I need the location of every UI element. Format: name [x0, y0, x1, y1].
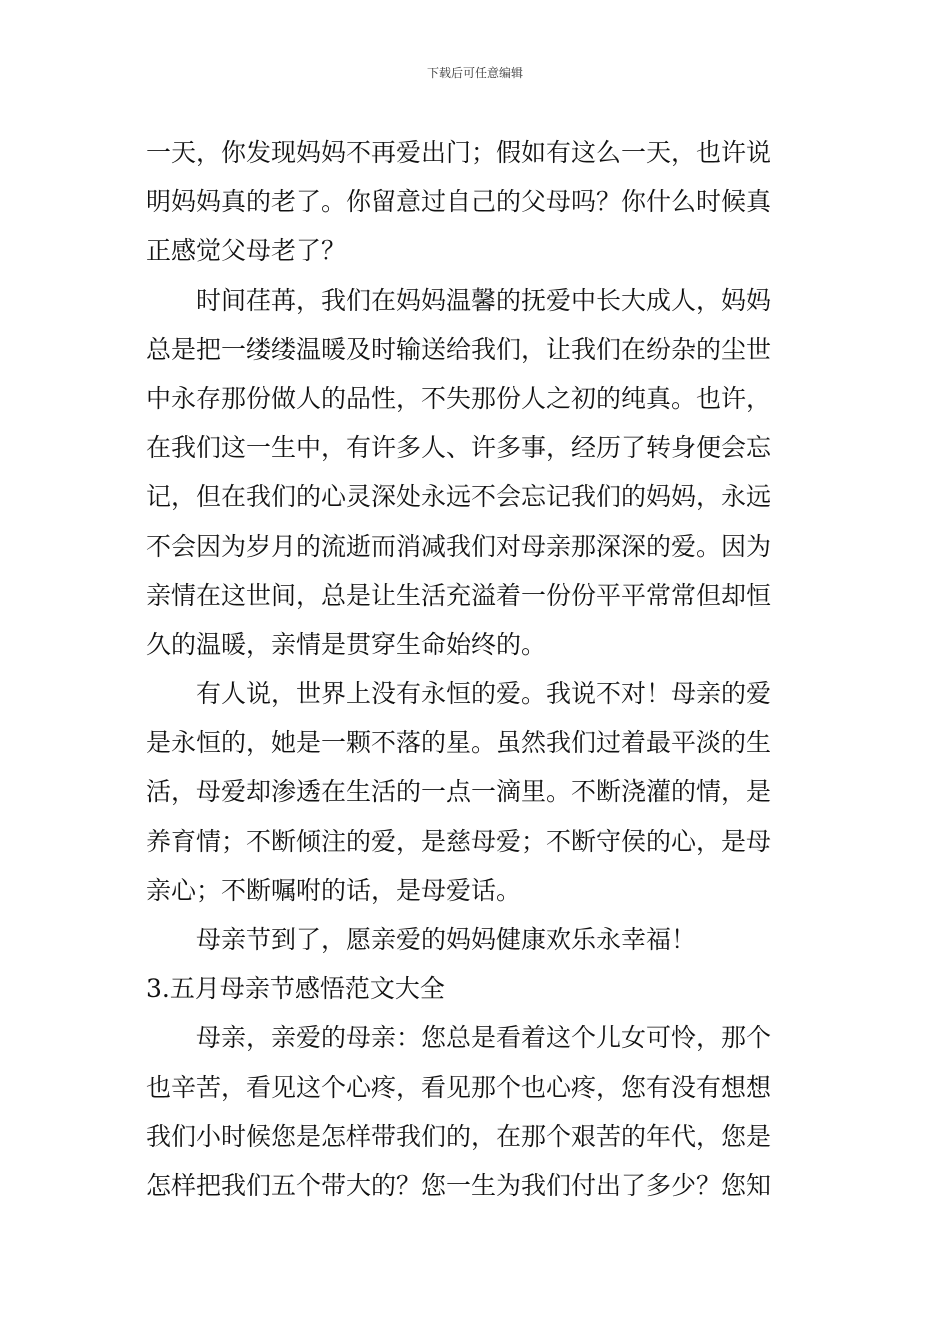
text-line: 怎样把我们五个带大的？您一生为我们付出了多少？您知 [146, 1170, 772, 1200]
text-line: 是永恒的，她是一颗不落的星。虽然我们过着最平淡的生 [146, 728, 772, 758]
text-line: 养育情；不断倾注的爱，是慈母爱；不断守侯的心，是母 [146, 826, 772, 856]
text-line: 3.五月母亲节感悟范文大全 [146, 974, 445, 1004]
text-line: 有人说，世界上没有永恒的爱。我说不对！母亲的爱 [196, 679, 772, 709]
text-line: 亲情在这世间，总是让生活充溢着一份份平平常常但却恒 [146, 580, 772, 610]
header-note: 下载后可任意编辑 [426, 66, 523, 80]
text-line: 记，但在我们的心灵深处永远不会忘记我们的妈妈，永远 [146, 482, 772, 512]
text-line: 不会因为岁月的流逝而消减我们对母亲那深深的爱。因为 [146, 531, 772, 561]
text-line: 也辛苦，看见这个心疼，看见那个也心疼，您有没有想想 [146, 1072, 772, 1102]
document-body [146, 128, 810, 1210]
text-line: 总是把一缕缕温暖及时输送给我们，让我们在纷杂的尘世 [146, 334, 772, 364]
text-line: 母亲节到了，愿亲爱的妈妈健康欢乐永幸福！ [196, 925, 697, 954]
text-line: 明妈妈真的老了。你留意过自己的父母吗？你什么时候真 [146, 187, 772, 217]
text-line: 亲心；不断嘱咐的话，是母爱话。 [146, 875, 522, 905]
text-line: 正感觉父母老了？ [146, 236, 347, 266]
text-line: 母亲，亲爱的母亲：您总是看着这个儿女可怜，那个 [196, 1023, 772, 1053]
text-line: 一天，你发现妈妈不再爱出门；假如有这么一天，也许说 [146, 138, 772, 167]
text-line: 我们小时候您是怎样带我们的，在那个艰苦的年代，您是 [146, 1121, 772, 1151]
text-line: 久的温暖，亲情是贯穿生命始终的。 [146, 629, 547, 659]
text-line: 中永存那份做人的品性，不失那份人之初的纯真。也许， [146, 383, 772, 413]
text-line: 时间荏苒，我们在妈妈温馨的抚爱中长大成人，妈妈 [196, 285, 772, 315]
text-line: 活，母爱却渗透在生活的一点一滴里。不断浇灌的情，是 [146, 777, 772, 807]
text-line: 在我们这一生中，有许多人、许多事，经历了转身便会忘 [146, 433, 772, 463]
